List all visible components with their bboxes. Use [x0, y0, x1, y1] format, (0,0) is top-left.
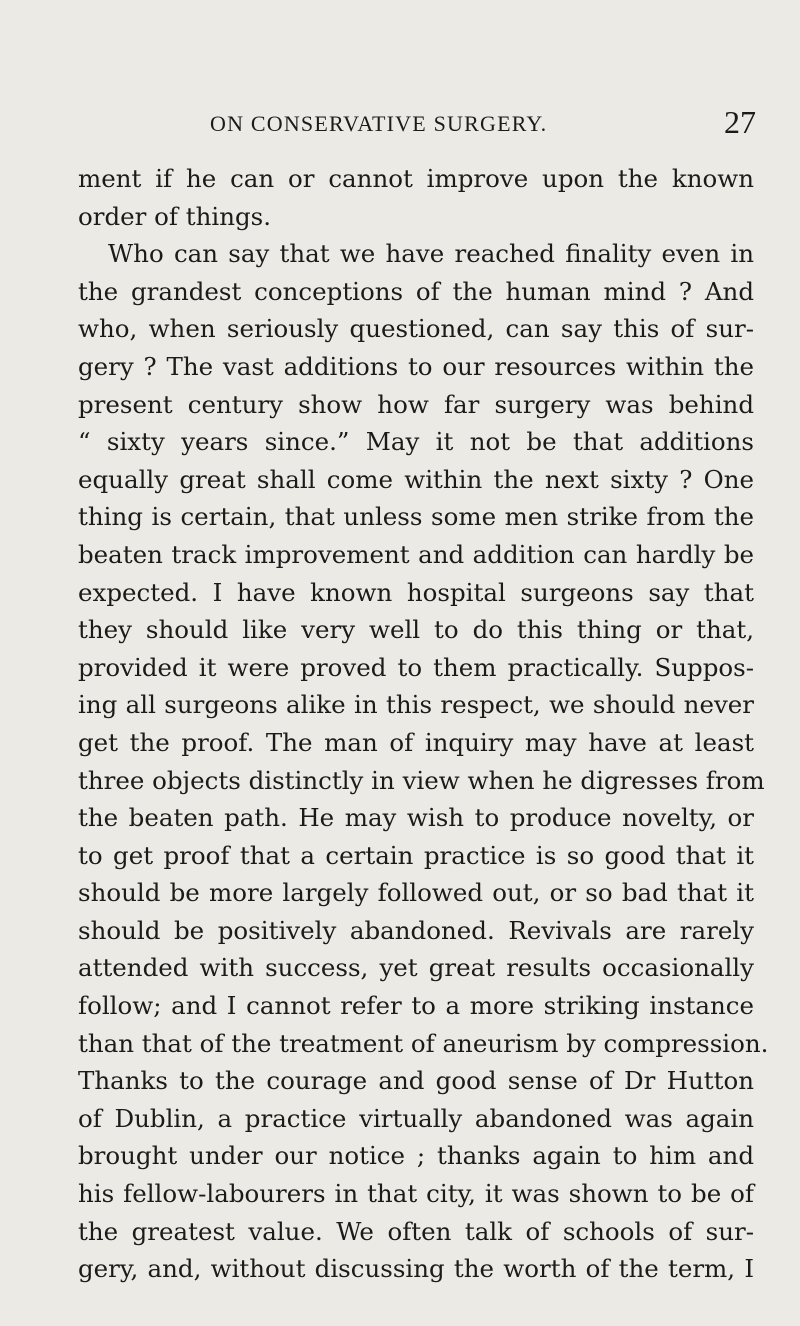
page-number: 27: [724, 104, 756, 140]
text-line: ing all surgeons alike in this respect, we should never: [78, 690, 754, 720]
text-line: order of things.: [78, 201, 272, 231]
text-line: get the proof. The man of inquiry may have at least: [78, 727, 754, 757]
text-line: attended with success, yet great results occasionally: [78, 953, 754, 983]
text-line: follow; and I cannot refer to a more striking instance: [78, 991, 754, 1021]
text-line: three objects distinctly in view when he digresses from: [78, 765, 765, 795]
text-line: the greatest value. We often talk of schools of sur-: [78, 1216, 754, 1246]
text-line: brought under our notice ; thanks again to him and: [78, 1141, 754, 1171]
text-line: they should like very well to do this thing or that,: [78, 615, 754, 645]
text-line: should be more largely followed out, or so bad that it: [78, 878, 754, 908]
text-line: thing is certain, that unless some men strike from the: [78, 502, 754, 532]
text-line: of Dublin, a practice virtually abandoned was again: [78, 1103, 754, 1133]
text-line: to get proof that a certain practice is so good that it: [78, 840, 754, 870]
text-line: who, when seriously questioned, can say this of sur-: [78, 314, 754, 344]
text-line: Who can say that we have reached finality even in: [108, 239, 754, 269]
running-head: [0, 104, 800, 144]
text-line: gery, and, without discussing the worth of the term, I: [78, 1254, 754, 1284]
text-line: provided it were proved to them practically. Suppos-: [78, 652, 754, 682]
text-line: Thanks to the courage and good sense of Dr Hutton: [78, 1066, 754, 1096]
body-text: [78, 160, 769, 1288]
text-line: the beaten path. He may wish to produce novelty, or: [78, 803, 754, 833]
text-line: present century show how far surgery was behind: [78, 389, 754, 419]
text-line: expected. I have known hospital surgeons say that: [78, 577, 754, 607]
text-line: should be positively abandoned. Revivals are rarely: [78, 915, 754, 945]
text-line: the grandest conceptions of the human mind ? And: [78, 276, 754, 306]
text-line: gery ? The vast additions to our resources within the: [78, 351, 754, 381]
text-line: than that of the treatment of aneurism by compression.: [78, 1028, 769, 1058]
text-line: his fellow-labourers in that city, it was shown to be of: [78, 1179, 754, 1209]
text-line: “ sixty years since.” May it not be that additions: [78, 427, 754, 457]
running-title: ON CONSERVATIVE SURGERY.: [210, 111, 548, 136]
text-line: equally great shall come within the next sixty ? One: [78, 464, 754, 494]
text-line: ment if he can or cannot improve upon the known: [78, 164, 754, 193]
text-line: beaten track improvement and addition can hardly be: [78, 539, 754, 569]
